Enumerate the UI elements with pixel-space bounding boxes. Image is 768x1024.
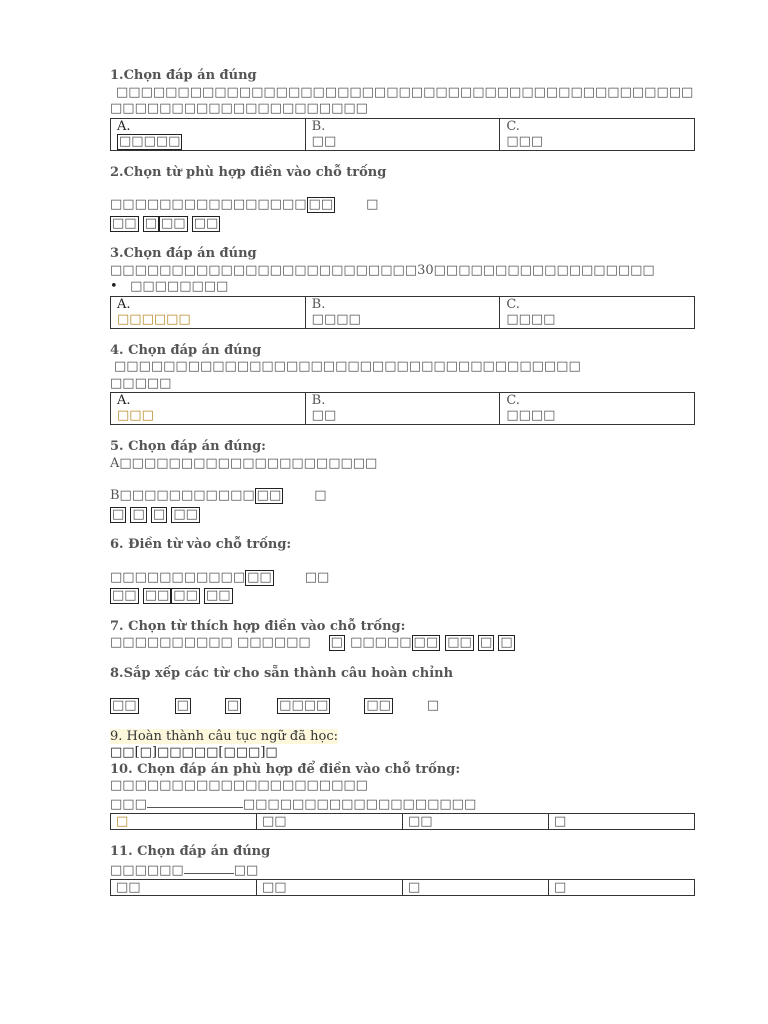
question-sentence: [110, 570, 695, 587]
question-11: [110, 844, 695, 896]
question-title: 11. Chọn đáp án đúng: [110, 844, 271, 859]
question-9: [110, 729, 695, 762]
option-c[interactable]: [500, 393, 695, 425]
option-value: □□: [262, 880, 287, 895]
question-title: 6. Điền từ vào chỗ trống:: [110, 537, 292, 552]
option-label: B.: [311, 393, 326, 408]
option-a[interactable]: [111, 118, 306, 150]
question-text: □□□□□□□□□□□□□□□□□□□□□□□□□□□□□□□□□□□□□□□□□□□□□□□: [116, 84, 694, 100]
option-value: □□□□□□: [117, 311, 191, 327]
option-b[interactable]: [305, 296, 500, 328]
word-tile[interactable]: □□: [112, 588, 137, 603]
sentence-text: □□□□□□□□□□: [110, 635, 233, 650]
question-title: 5. Chọn đáp án đúng:: [110, 439, 266, 454]
option-value: □□□□: [506, 311, 556, 327]
option-value: □: [554, 880, 567, 895]
option-4[interactable]: [549, 880, 695, 896]
sentence-text: □□□□□□: [236, 635, 311, 650]
option-label: B.: [311, 296, 326, 312]
question-10: [110, 762, 695, 831]
option-c[interactable]: [500, 118, 695, 150]
sentence-text: □□□□□□□□□□□: [110, 569, 246, 585]
question-title: 10. Chọn đáp án phù hợp để điền vào chỗ trống:: [110, 761, 461, 777]
option-label: C.: [506, 393, 520, 408]
option-b[interactable]: [305, 118, 500, 150]
question-sentence: [110, 635, 695, 652]
option-label: A.: [117, 118, 131, 134]
option-label: B.: [311, 118, 326, 134]
word-bank: [110, 216, 695, 233]
question-3: [110, 246, 695, 329]
answer-options: [110, 392, 695, 425]
question-title: 7. Chọn từ thích hợp điền vào chỗ trống:: [110, 618, 406, 634]
answer-options: [110, 118, 695, 151]
question-text: □□□□□□□□□□□□□□□□□□□□□: [110, 101, 368, 116]
word-tile[interactable]: □□□□: [279, 698, 329, 713]
option-c[interactable]: [500, 296, 695, 328]
number: 30: [417, 262, 434, 278]
answer-blank[interactable]: [147, 795, 243, 808]
option-1[interactable]: [111, 880, 257, 896]
option-value: □□□□: [506, 408, 556, 423]
question-1: [110, 68, 695, 151]
question-title: 3.Chọn đáp án đúng: [110, 246, 257, 261]
word-tile[interactable]: □□: [193, 215, 219, 231]
answer-blank[interactable]: □: [330, 635, 343, 650]
worksheet: [110, 68, 695, 896]
word-tile[interactable]: □□: [173, 506, 198, 522]
option-value: □: [408, 880, 421, 895]
option-value: □□: [311, 133, 337, 149]
option-2[interactable]: [257, 814, 403, 830]
question-7: [110, 619, 695, 652]
sentence-end: □: [366, 197, 379, 212]
question-title: 1.Chọn đáp án đúng: [110, 68, 257, 83]
question-title: 9. Hoàn thành câu tục ngữ đã học:: [110, 728, 338, 744]
option-label: C.: [506, 118, 520, 134]
proverb-text: □□[□]□□□□□[□□□]□: [110, 745, 278, 760]
question-text: □□□□□□□□□□□□□□□□□□□□□: [110, 778, 368, 793]
word-tile[interactable]: □: [426, 698, 440, 713]
sentence-text: B□□□□□□□□□□□: [110, 488, 255, 503]
sentence-text: □□: [233, 862, 259, 878]
question-4: [110, 343, 695, 426]
word-tile[interactable]: □: [152, 506, 166, 522]
bullet-item: [110, 279, 695, 296]
sentence-end: □: [314, 488, 327, 503]
word-tile[interactable]: □: [176, 698, 189, 713]
bullet-icon: •: [110, 279, 118, 294]
question-text: □□□□□□□□□□□□□□□□□□□□□□□□□□□□□□□□□□□□□□: [114, 359, 581, 374]
question-2: [110, 165, 695, 233]
question-8: [110, 666, 695, 715]
statement-a: A□□□□□□□□□□□□□□□□□□□□□: [110, 455, 378, 471]
option-1[interactable]: [111, 814, 257, 830]
sentence-text: □□□□□□: [110, 862, 184, 878]
word-tile[interactable]: □□: [206, 588, 231, 603]
option-a[interactable]: [111, 296, 306, 328]
word-tile[interactable]: □□: [112, 698, 137, 713]
answer-blank[interactable]: □□: [247, 569, 272, 585]
word-tile[interactable]: □□: [161, 215, 186, 231]
word-tile[interactable]: □□: [366, 698, 391, 713]
word-tile[interactable]: □□: [173, 588, 198, 603]
text-part: □□□□□□□□□□□□□□□□□□□□□□□□□: [110, 262, 418, 278]
option-value: □: [116, 814, 129, 829]
option-label: A.: [117, 296, 131, 312]
answer-blank[interactable]: [184, 861, 234, 874]
option-value: □□: [262, 814, 287, 829]
word-tile[interactable]: □: [144, 215, 158, 231]
sentence-end: □□: [304, 569, 330, 585]
sentence-text: □□□□□: [350, 635, 412, 650]
option-4[interactable]: [549, 814, 695, 830]
option-value: □□□□□: [119, 133, 181, 149]
word-bank: [110, 588, 695, 605]
question-title: 8.Sắp xếp các từ cho sẵn thành câu hoàn chỉnh: [110, 665, 454, 681]
option-value: □□□: [117, 408, 154, 423]
option-3[interactable]: [403, 880, 549, 896]
word-bank: [110, 507, 695, 524]
statement-b: [110, 488, 695, 505]
option-a[interactable]: [111, 393, 306, 425]
word-bank: [110, 698, 695, 715]
sentence-text: □□□: [110, 796, 147, 812]
option-3[interactable]: [403, 814, 549, 830]
option-b[interactable]: [305, 393, 500, 425]
option-value: □□□: [506, 133, 544, 149]
option-2[interactable]: [257, 880, 403, 896]
question-sentence: [110, 197, 695, 214]
word-tile[interactable]: □□: [112, 215, 137, 231]
sentence-text: □□□□□□□□□□□□□□□□: [110, 197, 307, 212]
answer-blank[interactable]: □□: [256, 488, 282, 503]
sentence-text: □□□□□□□□□□□□□□□□□□□: [242, 796, 477, 812]
question-text: [110, 263, 695, 280]
word-tile[interactable]: □□: [413, 635, 439, 650]
bullet-text: □□□□□□□□: [130, 279, 229, 294]
question-title: 2.Chọn từ phù hợp điền vào chỗ trống: [110, 164, 387, 180]
question-5: [110, 439, 695, 523]
option-label: A.: [117, 393, 131, 408]
answer-options: [110, 296, 695, 329]
word-tile[interactable]: □□: [447, 635, 472, 650]
option-value: □□: [116, 880, 141, 895]
option-label: C.: [506, 296, 520, 312]
question-6: [110, 537, 695, 605]
word-tile[interactable]: □□: [144, 588, 170, 603]
option-value: □□: [408, 814, 433, 829]
answer-options: [110, 813, 695, 830]
question-sentence: [110, 861, 695, 880]
question-sentence: [110, 795, 695, 814]
answer-options: [110, 879, 695, 896]
word-tile[interactable]: □: [479, 635, 493, 650]
question-text: □□□□□: [110, 375, 172, 391]
text-part: □□□□□□□□□□□□□□□□□□: [433, 262, 655, 278]
question-title: 4. Chọn đáp án đúng: [110, 342, 262, 358]
word-tile[interactable]: □: [112, 506, 125, 522]
option-value: □□□□: [311, 311, 361, 327]
word-tile[interactable]: □: [132, 506, 145, 522]
word-tile[interactable]: □: [500, 635, 513, 650]
word-tile[interactable]: □: [226, 698, 240, 713]
answer-blank[interactable]: □□: [308, 197, 334, 212]
option-value: □: [554, 814, 567, 829]
option-value: □□: [311, 408, 337, 423]
